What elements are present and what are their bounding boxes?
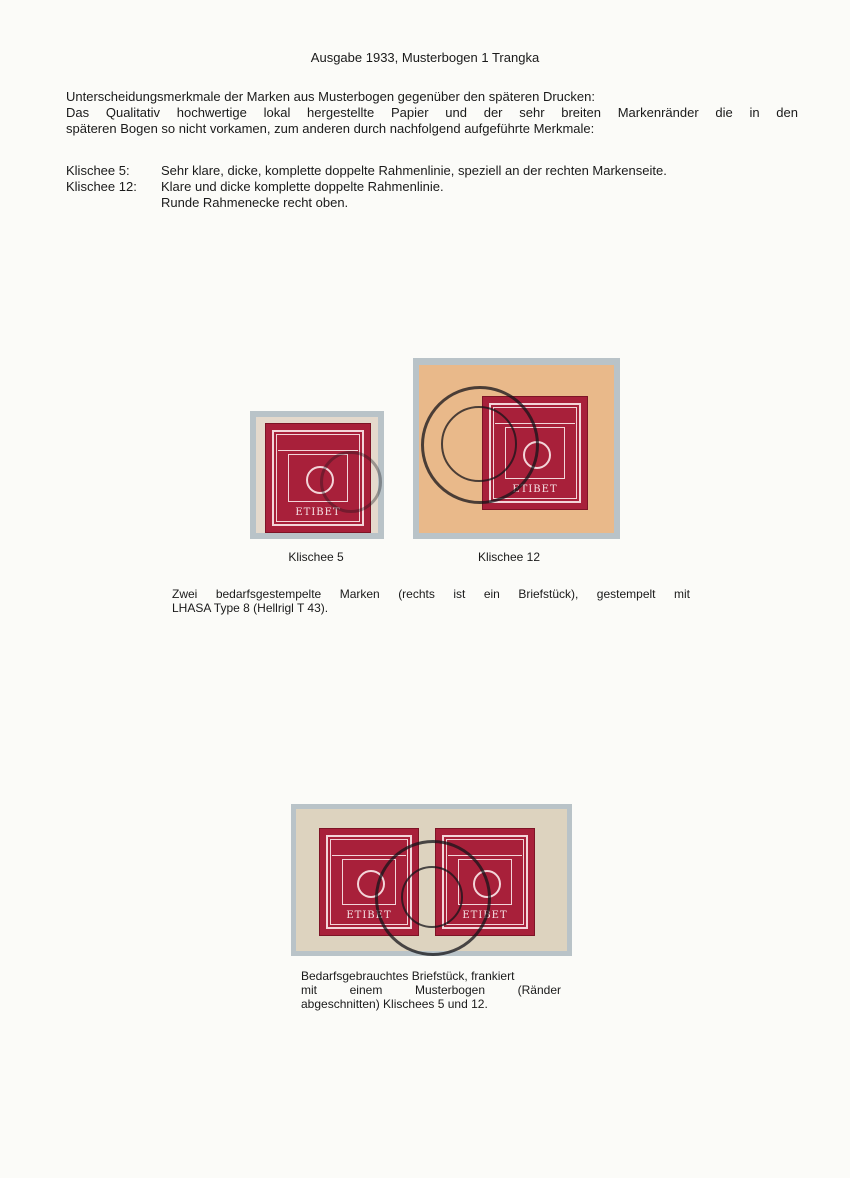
intro-line-1: Unterscheidungsmerkmale der Marken aus Musterbogen gegenüber den späteren Drucken: bbox=[66, 89, 595, 104]
page-title: Ausgabe 1933, Musterbogen 1 Trangka bbox=[310, 50, 540, 65]
cover-caption-line-1: Bedarfsgebrauchtes Briefstück, frankiert bbox=[301, 969, 515, 983]
photos-caption bbox=[172, 587, 690, 615]
feature-label: Klischee 12: bbox=[66, 179, 137, 194]
label-klischee-12: Klischee 12 bbox=[477, 550, 541, 564]
feature-label: Klischee 5: bbox=[66, 163, 130, 178]
cover-piece-caption bbox=[301, 969, 561, 1011]
feature-text: Sehr klare, dicke, komplette doppelte Rahmenlinie, speziell an der rechten Markenseite. bbox=[161, 163, 667, 178]
stamp-photo-klischee-5 bbox=[250, 411, 384, 539]
intro-text bbox=[66, 89, 798, 137]
stamp-top-band bbox=[278, 436, 358, 451]
stamp-inscription: ETIBET bbox=[462, 910, 508, 921]
photos-caption-line-1: Zwei bedarfsgestempelte Marken (rechts ist ein Briefstück), gestempelt mit bbox=[172, 587, 690, 601]
postmark-inner-ring-icon bbox=[401, 866, 463, 928]
stamp-inscription: ETIBET bbox=[512, 484, 558, 495]
label-klischee-5: Klischee 5 bbox=[288, 550, 344, 564]
photos-caption-line-2: LHASA Type 8 (Hellrigl T 43). bbox=[172, 601, 329, 615]
stamp-photo-klischee-12 bbox=[413, 358, 620, 539]
cover-piece-photo bbox=[291, 804, 572, 956]
intro-line-2: Das Qualitativ hochwertige lokal hergestellte Papier und der sehr breiten Markenränder die in den bbox=[66, 105, 798, 120]
feature-text: Klare und dicke komplette doppelte Rahmenlinie. bbox=[161, 179, 444, 194]
stamp-inscription: ETIBET bbox=[295, 507, 341, 518]
postmark-inner-ring-icon bbox=[441, 406, 517, 482]
cover-caption-line-2: mit einem Musterbogen (Ränder bbox=[301, 983, 561, 997]
intro-line-3: späteren Bogen so nicht vorkamen, zum anderen durch nachfolgend aufgeführte Merkmale: bbox=[66, 121, 595, 136]
feature-text: Runde Rahmenecke recht oben. bbox=[161, 195, 349, 210]
stamp-inscription: ETIBET bbox=[346, 910, 392, 921]
cover-caption-line-3: abgeschnitten) Klischees 5 und 12. bbox=[301, 997, 488, 1011]
postmark-icon bbox=[320, 451, 382, 513]
